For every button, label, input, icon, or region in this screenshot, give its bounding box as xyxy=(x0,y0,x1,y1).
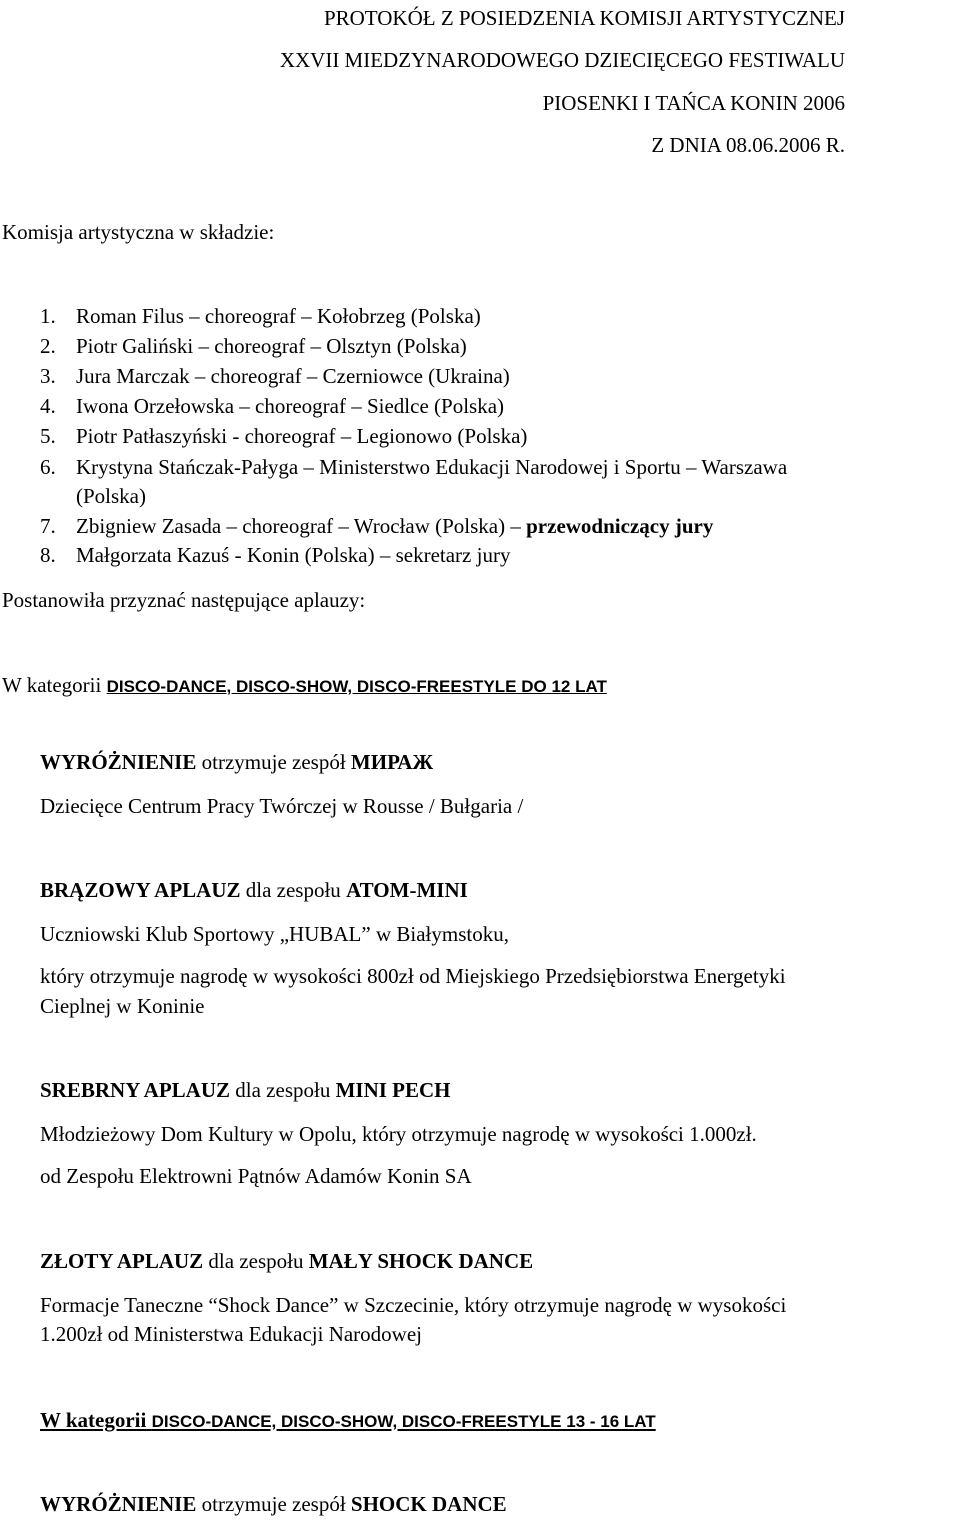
team-name: MAŁY SHOCK DANCE xyxy=(308,1249,534,1273)
member-item xyxy=(40,366,510,387)
award-title: ZŁOTY APLAUZ xyxy=(40,1249,204,1273)
award-heading xyxy=(40,880,468,901)
member-text: Piotr Patłaszyński - choreograf – Legionowo (Polska) xyxy=(76,424,528,448)
member-item xyxy=(40,516,713,537)
protocol-title-line-1: PROTOKÓŁ Z POSIEDZENIA KOMISJI ARTYSTYCZNEJ xyxy=(323,6,845,30)
member-number: 8. xyxy=(40,543,56,567)
category-prefix: W kategorii xyxy=(2,673,102,697)
protocol-title-line-2: XXVII MIEDZYNARODOWEGO DZIECIĘCEGO FESTIWALU xyxy=(279,48,845,72)
member-item xyxy=(40,545,510,566)
award-heading xyxy=(40,1080,451,1101)
member-text: Krystyna Stańczak-Pałyga – Ministerstwo Edukacji Narodowej i Sportu – Warszawa xyxy=(76,455,788,479)
member-text: Iwona Orzełowska – choreograf – Siedlce (Polska) xyxy=(76,394,505,418)
award-connector: otrzymuje zespół xyxy=(201,1492,346,1516)
member-number: 4. xyxy=(40,394,56,418)
team-name: МИРАЖ xyxy=(350,750,434,774)
award-detail: od Zespołu Elektrowni Pątnów Adamów Konin SA xyxy=(40,1164,472,1188)
jury-chair-label: przewodniczący jury xyxy=(526,514,714,538)
team-name: SHOCK DANCE xyxy=(350,1492,507,1516)
member-number: 2. xyxy=(40,334,56,358)
award-connector: dla zespołu xyxy=(235,1078,331,1102)
committee-intro: Komisja artystyczna w składzie: xyxy=(2,220,275,244)
member-text: Zbigniew Zasada – choreograf – Wrocław (Polska) – xyxy=(76,514,521,538)
member-item xyxy=(40,336,467,357)
member-item xyxy=(40,426,527,447)
award-heading xyxy=(40,1251,533,1272)
award-detail: 1.200zł od Ministerstwa Edukacji Narodowej xyxy=(40,1322,422,1346)
decision-intro: Postanowiła przyznać następujące aplauzy: xyxy=(2,588,366,612)
member-item xyxy=(40,396,504,417)
award-connector: otrzymuje zespół xyxy=(201,750,346,774)
member-item xyxy=(40,306,481,327)
award-detail: który otrzymuje nagrodę w wysokości 800zł od Miejskiego Przedsiębiorstwa Energetyki xyxy=(40,964,786,988)
category-prefix: W kategorii xyxy=(40,1408,147,1432)
member-text: Piotr Galiński – choreograf – Olsztyn (Polska) xyxy=(76,334,467,358)
award-detail: Formacje Taneczne “Shock Dance” w Szczecinie, który otrzymuje nagrodę w wysokości xyxy=(40,1293,787,1317)
protocol-date: Z DNIA 08.06.2006 R. xyxy=(651,133,845,157)
category-name: DISCO-DANCE, DISCO-SHOW, DISCO-FREESTYLE DO 12 LAT xyxy=(106,677,607,696)
member-number: 1. xyxy=(40,304,56,328)
award-connector: dla zespołu xyxy=(208,1249,304,1273)
member-text: Jura Marczak – choreograf – Czerniowce (Ukraina) xyxy=(76,364,510,388)
member-text: Roman Filus – choreograf – Kołobrzeg (Polska) xyxy=(76,304,481,328)
member-text: Małgorzata Kazuś - Konin (Polska) – sekretarz jury xyxy=(76,543,511,567)
category-heading xyxy=(2,675,607,696)
member-text-continuation: (Polska) xyxy=(76,484,146,508)
team-name: ATOM-MINI xyxy=(346,878,468,902)
award-heading xyxy=(40,1494,507,1515)
award-title: WYRÓŻNIENIE xyxy=(40,750,197,774)
category-heading xyxy=(40,1410,656,1431)
award-detail: Cieplnej w Koninie xyxy=(40,994,205,1018)
award-heading xyxy=(40,752,433,773)
award-title: WYRÓŻNIENIE xyxy=(40,1492,197,1516)
award-detail: Uczniowski Klub Sportowy „HUBAL” w Białymstoku, xyxy=(40,922,509,946)
award-connector: dla zespołu xyxy=(245,878,341,902)
member-number: 7. xyxy=(40,514,56,538)
member-item xyxy=(40,457,787,478)
award-detail: Dziecięce Centrum Pracy Twórczej w Rousse / Bułgaria / xyxy=(40,794,524,818)
award-detail: Młodzieżowy Dom Kultury w Opolu, który otrzymuje nagrodę w wysokości 1.000zł. xyxy=(40,1122,757,1146)
category-name: DISCO-DANCE, DISCO-SHOW, DISCO-FREESTYLE 13 - 16 LAT xyxy=(151,1412,656,1431)
award-title: BRĄZOWY APLAUZ xyxy=(40,878,241,902)
protocol-title-line-3: PIOSENKI I TAŃCA KONIN 2006 xyxy=(542,91,845,115)
award-title: SREBRNY APLAUZ xyxy=(40,1078,231,1102)
member-number: 6. xyxy=(40,455,56,479)
member-number: 5. xyxy=(40,424,56,448)
member-number: 3. xyxy=(40,364,56,388)
team-name: MINI PECH xyxy=(335,1078,451,1102)
